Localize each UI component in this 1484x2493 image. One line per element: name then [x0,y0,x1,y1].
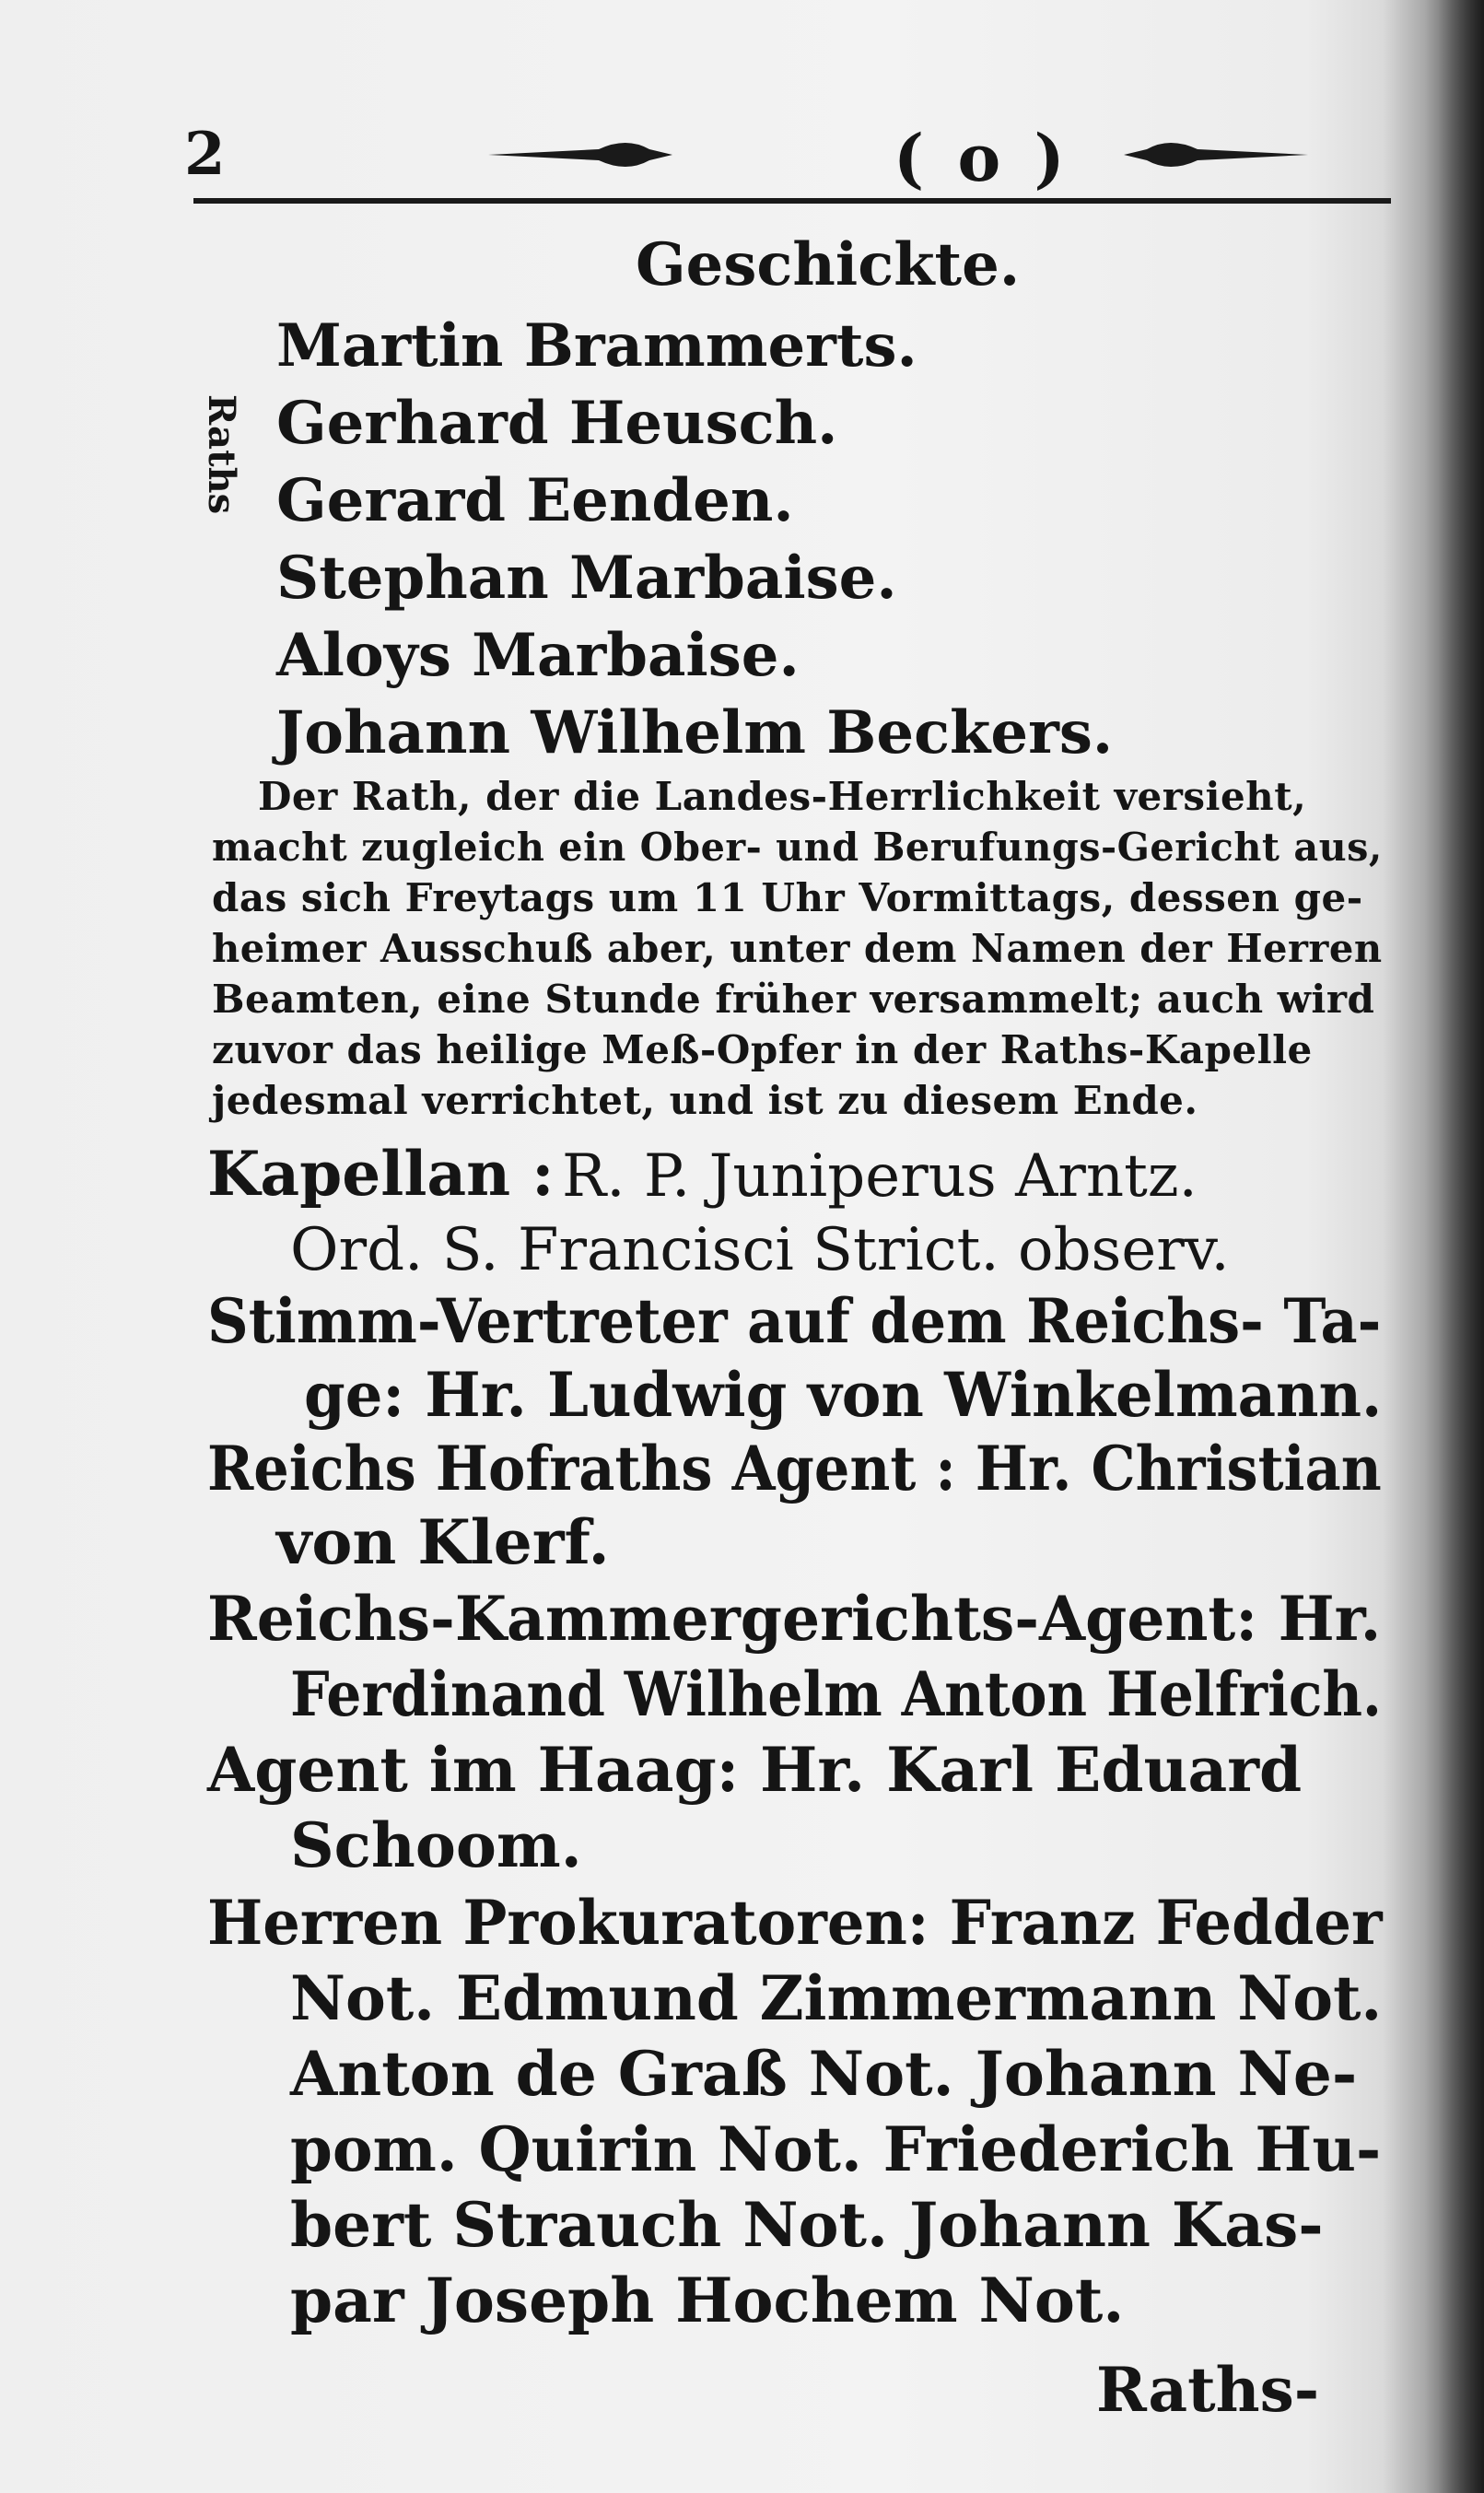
paragraph-line: zuvor das heilige Meß-Opfer in der Raths-Kapelle [212,1027,1313,1072]
paragraph-line: Beamten, eine Stunde früher versammelt; auch wird [212,977,1375,1022]
paragraph-line: heimer Ausschuß aber, unter dem Namen der Herren [212,926,1383,971]
entry-line: Ferdinand Wilhelm Anton Helfrich. [290,1658,1382,1730]
entry-line: Anton de Graß Not. Johann Ne- [290,2038,1358,2110]
entry-line: Schoom. [290,1809,582,1881]
name-line: Gerard Eenden. [276,466,794,535]
section-title: Geschickte. [636,230,1021,299]
paragraph-line: jedesmal verrichtet, und ist zu diesem Ende. [212,1078,1198,1123]
entry-line: bert Strauch Not. Johann Kas- [290,2189,1324,2261]
name-line: Stephan Marbaise. [276,544,897,613]
name-line: Johann Wilhelm Beckers. [276,698,1114,767]
name-line: Martin Brammerts. [276,311,917,380]
entry-line: par Joseph Hochem Not. [290,2265,1125,2336]
entry-line: Reichs-Kammergerichts-Agent: Hr. [207,1583,1382,1655]
page-number: ( o ) [894,120,1070,196]
side-mark: Raths [200,394,243,515]
right-ornament [1124,136,1308,173]
page-header [184,120,1400,221]
paragraph-line: Der Rath, der die Landes-Herrlichkeit versieht, [258,774,1307,819]
header-rule [193,198,1391,204]
entry-line: Reichs Hofraths Agent : Hr. Christian [207,1433,1382,1504]
kapellan-label: Kapellan : [207,1138,555,1210]
name-line: Gerhard Heusch. [276,389,838,458]
binding-shadow [1383,0,1484,2493]
kapellan-name: R. P. Juniperus Arntz. [562,1142,1198,1211]
entry-line: Herren Prokuratoren: Franz Fedder [207,1887,1383,1959]
entry-line: Not. Edmund Zimmermann Not. [290,1962,1383,2034]
catchword: Raths- [1096,2354,1320,2426]
left-ornament [488,136,672,173]
entry-line: von Klerf. [276,1506,610,1578]
entry-line: Agent im Haag: Hr. Karl Eduard [207,1734,1303,1806]
paragraph-line: das sich Freytags um 11 Uhr Vormittags, dessen ge- [212,875,1363,920]
paragraph-line: macht zugleich ein Ober- und Berufungs-Gericht aus, [212,825,1383,870]
kapellan-order: Ord. S. Francisci Strict. observ. [290,1216,1230,1284]
name-line: Aloys Marbaise. [276,621,800,690]
entry-line: Stimm-Vertreter auf dem Reichs- Ta- [207,1285,1382,1357]
page-signature: 2 [184,120,226,189]
entry-line: ge: Hr. Ludwig von Winkelmann. [304,1359,1383,1431]
entry-line: pom. Quirin Not. Friederich Hu- [290,2113,1382,2185]
